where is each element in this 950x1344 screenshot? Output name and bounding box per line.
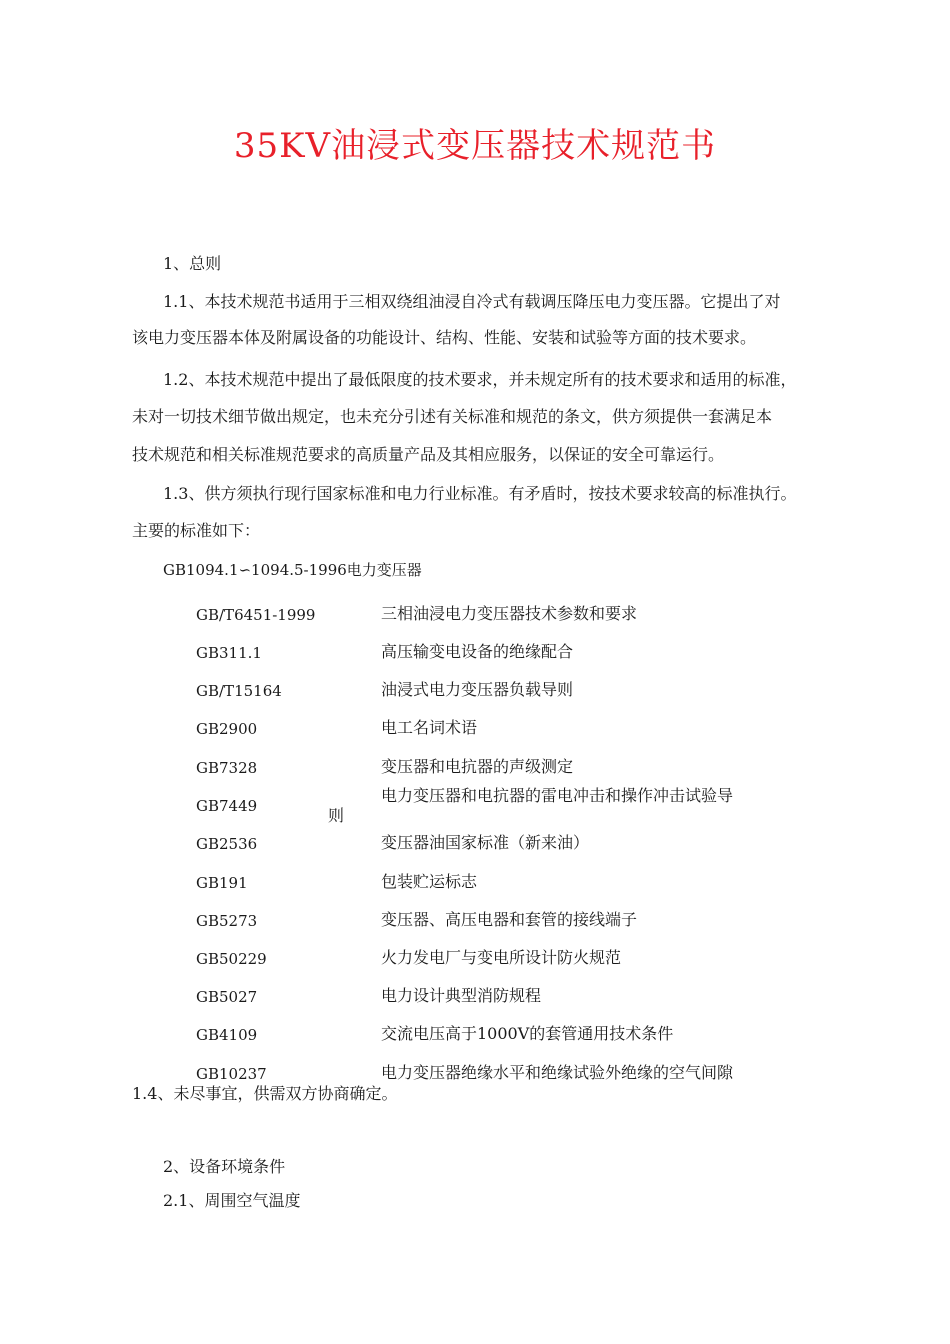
standard-code: GB5027	[196, 988, 258, 1006]
paragraph-1-2-line-3: 技术规范和相关标准规范要求的高质量产品及其相应服务，以保证的安全可靠运行。	[132, 445, 725, 464]
section-1-heading: 1、总则	[163, 254, 222, 273]
standard-code: GB10237	[196, 1065, 267, 1083]
standard-name: 电力变压器绝缘水平和绝缘试验外绝缘的空气间隙	[381, 1063, 734, 1082]
standard-code: GB/T6451-1999	[196, 606, 316, 624]
standard-code: GB5273	[196, 912, 258, 930]
standard-name: 变压器和电抗器的声级测定	[381, 757, 574, 776]
standard-name: 交流电压高于1000V的套管通用技术条件	[381, 1024, 674, 1043]
standard-name: 变压器、高压电器和套管的接线端子	[381, 910, 638, 929]
stray-character: 则	[328, 806, 345, 825]
standard-name: 电工名词术语	[381, 718, 478, 737]
standard-code: GB2536	[196, 835, 258, 853]
standard-code: GB7328	[196, 759, 258, 777]
standard-name: 包装贮运标志	[381, 872, 478, 891]
standard-code: GB7449	[196, 797, 258, 815]
standard-name: 高压输变电设备的绝缘配合	[381, 642, 574, 661]
standard-name: 电力设计典型消防规程	[381, 986, 542, 1005]
paragraph-1-2-line-1: 1.2、本技术规范中提出了最低限度的技术要求，并未规定所有的技术要求和适用的标准，	[163, 370, 797, 389]
section-2-heading: 2、设备环境条件	[163, 1157, 286, 1176]
standard-name: 三相油浸电力变压器技术参数和要求	[381, 604, 638, 623]
standard-code: GB/T15164	[196, 682, 282, 700]
paragraph-1-3-line-1: 1.3、供方须执行现行国家标准和电力行业标准。有矛盾时，按技术要求较高的标准执行。	[163, 484, 797, 503]
standard-code: GB50229	[196, 950, 267, 968]
document-title: 35KV油浸式变压器技术规范书	[233, 126, 717, 166]
standard-intro: GB1094.1∽1094.5-1996电力变压器	[163, 561, 422, 579]
standard-name: 火力发电厂与变电所设计防火规范	[381, 948, 622, 967]
paragraph-1-4: 1.4、未尽事宜，供需双方协商确定。	[132, 1084, 398, 1103]
standard-code: GB311.1	[196, 644, 262, 662]
paragraph-1-2-line-2: 未对一切技术细节做出规定，也未充分引述有关标准和规范的条文，供方须提供一套满足本	[132, 407, 773, 426]
paragraph-2-1: 2.1、周围空气温度	[163, 1191, 301, 1210]
paragraph-1-3-line-2: 主要的标准如下：	[132, 521, 261, 540]
standard-code: GB2900	[196, 720, 258, 738]
standard-code: GB191	[196, 874, 248, 892]
standard-name: 变压器油国家标准（新来油）	[381, 833, 590, 852]
paragraph-1-1-line-2: 该电力变压器本体及附属设备的功能设计、结构、性能、安装和试验等方面的技术要求。	[132, 328, 757, 347]
paragraph-1-1-line-1: 1.1、本技术规范书适用于三相双绕组油浸自冷式有载调压降压电力变压器。它提出了对	[163, 292, 781, 311]
standard-code: GB4109	[196, 1026, 258, 1044]
standard-name: 电力变压器和电抗器的雷电冲击和操作冲击试验导	[381, 786, 734, 805]
standard-name: 油浸式电力变压器负载导则	[381, 680, 574, 699]
